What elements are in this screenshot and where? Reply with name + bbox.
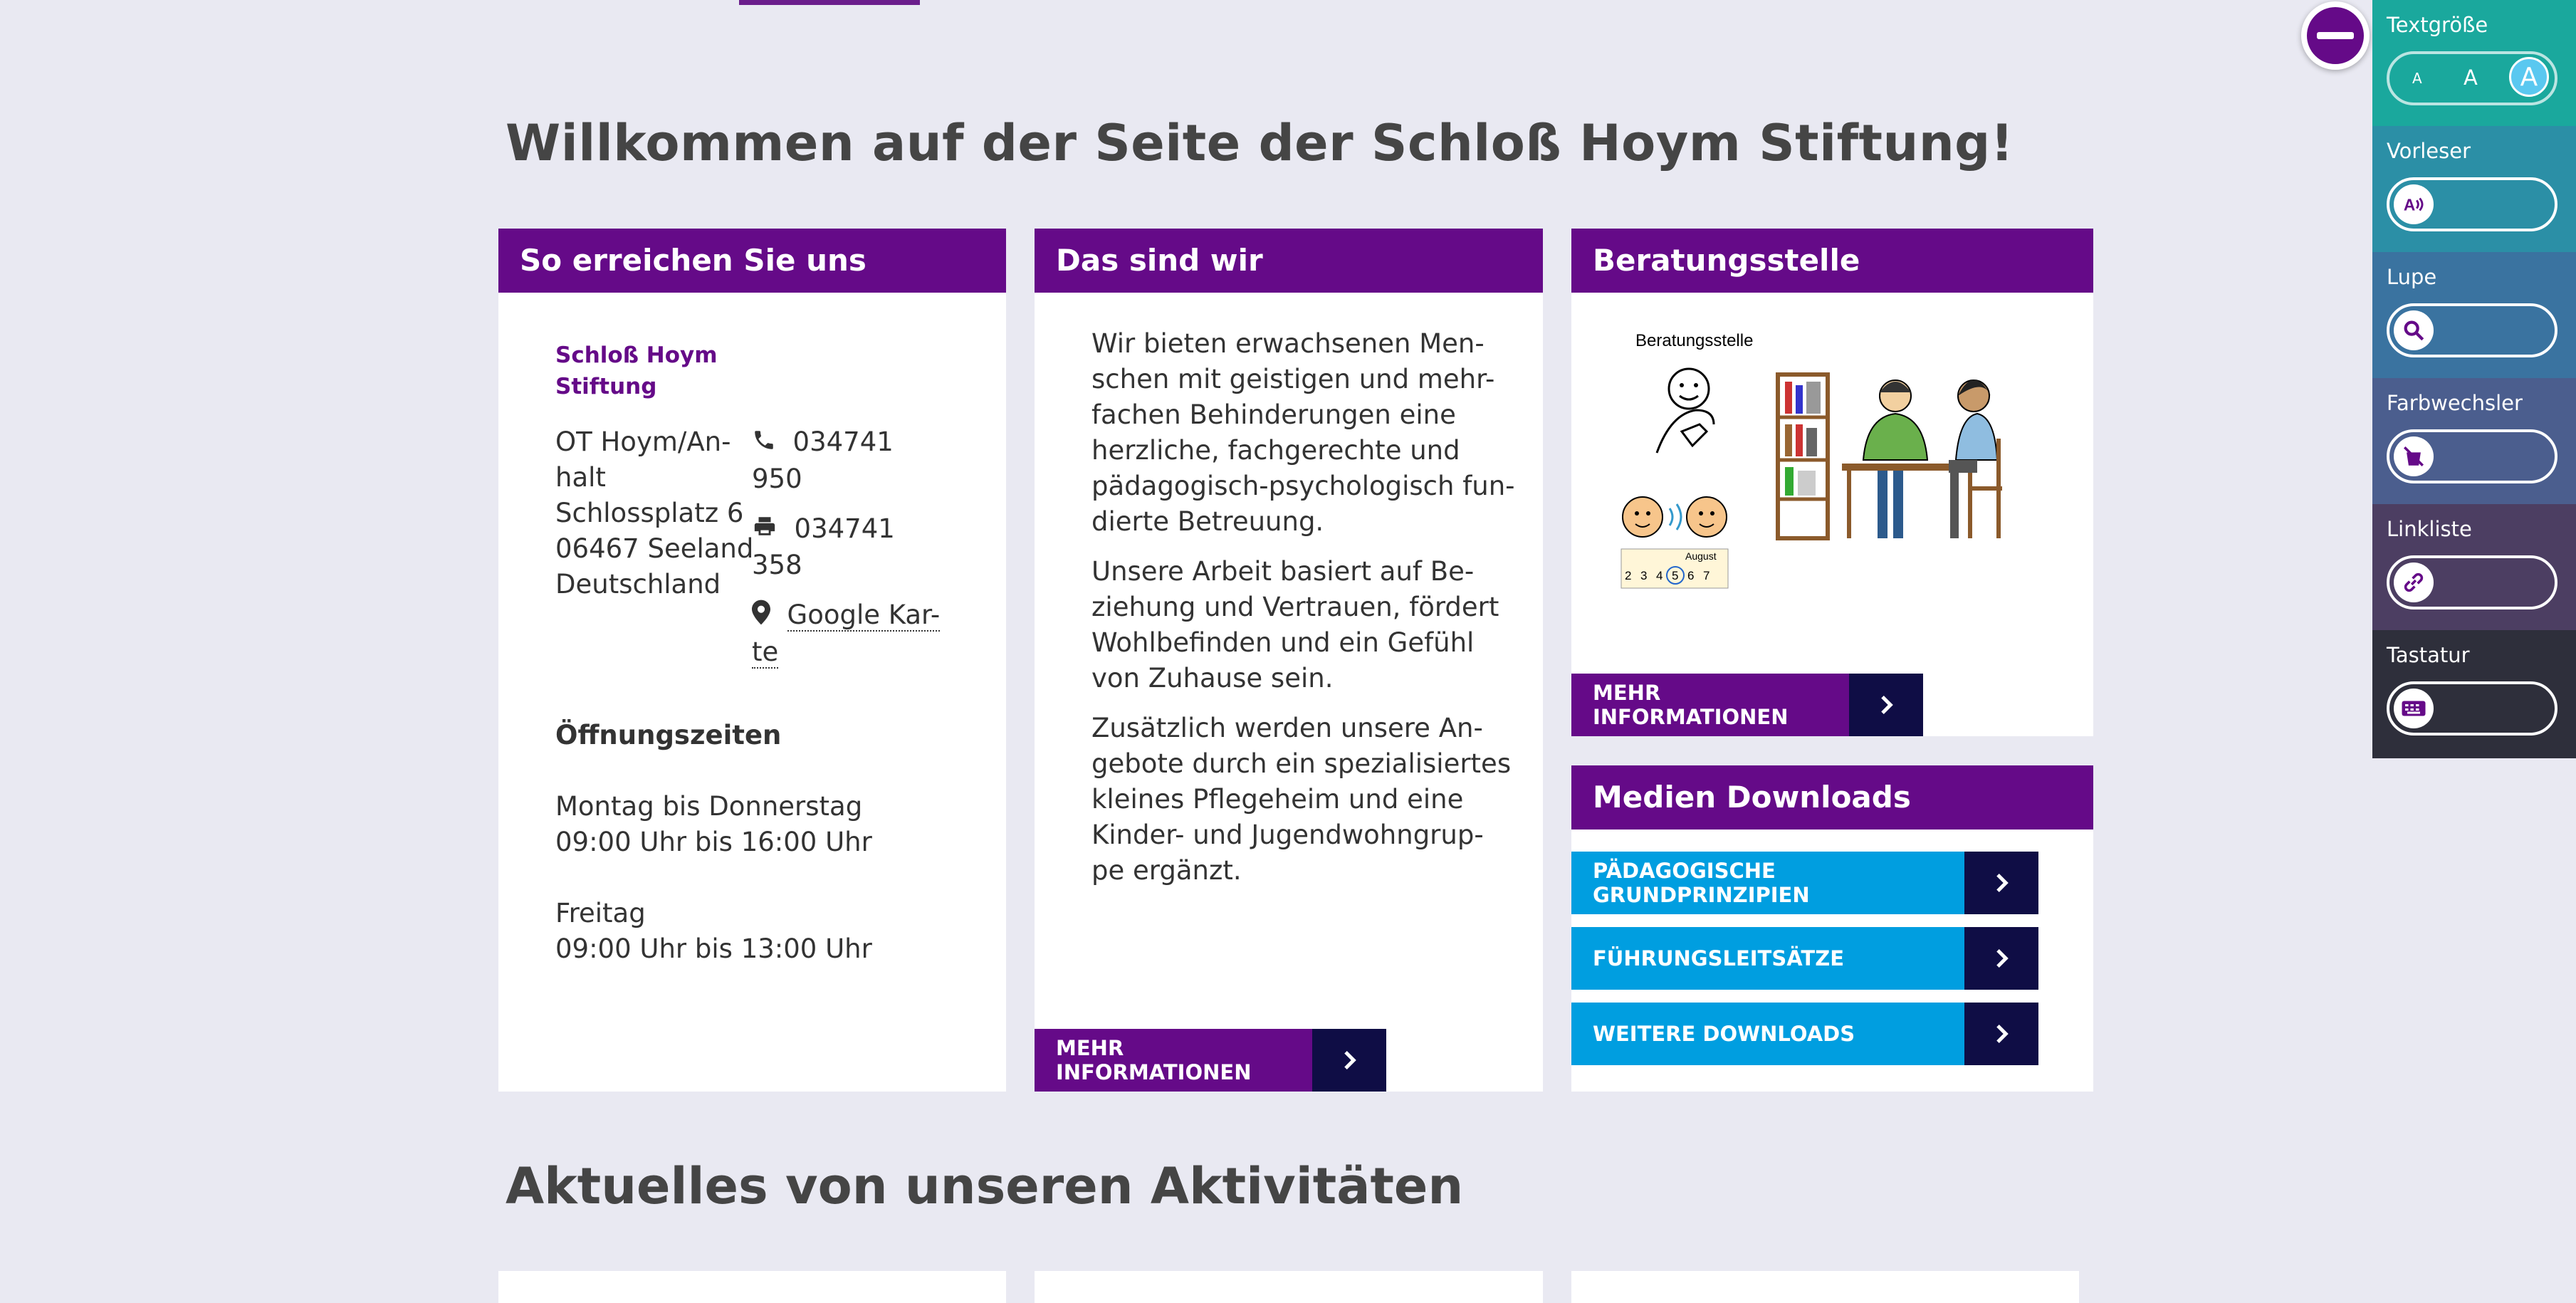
svg-text:3: 3 [1640,569,1648,582]
color-switcher-section [2372,378,2576,504]
chevron-right-icon [1964,852,2038,914]
about-paragraph: Zusätzlich werden unsere An- gebote durch ein spezialisiertes kleines Pflegeheim und eine Kinder- und Jugendwohngrup- pe ergänzt. [1091,713,1512,886]
contact-card-header: So erreichen Sie uns [498,229,1006,293]
reader-label: Vorleser [2387,139,2471,163]
svg-text:5: 5 [1672,569,1679,582]
hours-line: 09:00 Uhr bis 13:00 Uhr [555,933,872,964]
text-size-medium[interactable]: A [2464,66,2478,90]
text-size-control [2387,51,2557,105]
svg-text:August: August [1685,550,1717,562]
keyboard-icon [2394,689,2434,728]
phone-number-2: 950 [752,463,802,494]
collapse-accessibility-button[interactable] [2301,1,2370,70]
about-paragraph: Unsere Arbeit basiert auf Be- ziehung und Vertrauen, fördert Wohlbefinden und ein Gefühl von Zuhause sein. [1091,556,1499,694]
download-weitere-downloads[interactable]: WEITERE DOWNLOADS [1571,1003,2038,1065]
speaker-icon [2394,184,2434,224]
chevron-right-icon [1964,927,2038,990]
activity-card[interactable] [1035,1271,1543,1303]
map-marker-icon [752,599,770,634]
accessibility-panel [2372,0,2576,758]
hours-line: 09:00 Uhr bis 16:00 Uhr [555,827,872,857]
fax-number: 034741 [794,513,895,544]
phone-number: 034741 [792,427,894,457]
counseling-card [1571,229,2093,736]
about-paragraph: Wir bieten erwachsenen Men- schen mit geistigen und mehr- fachen Behinderungen eine herzliche, fachgerechte und pädagogisch-psychologisch fun- dierte Betreuung. [1091,328,1515,537]
fax-number-2: 358 [752,550,802,580]
address-line: 06467 Seeland [555,533,754,564]
hours-line: Freitag [555,898,646,928]
keyboard-toggle[interactable] [2387,681,2557,736]
keyboard-label: Tastatur [2387,643,2470,667]
paint-bucket-icon [2394,436,2434,476]
svg-text:Beratungsstelle: Beratungsstelle [1635,331,1754,350]
address-line: halt [555,462,606,493]
download-fuehrungsleitsaetze[interactable]: FÜHRUNGSLEITSÄTZE [1571,927,2038,990]
keyboard-section [2372,630,2576,758]
color-switcher-label: Farbwechsler [2387,391,2523,415]
hours-line: Montag bis Donnerstag [555,791,863,822]
google-map-link[interactable]: Google Kar- te [752,600,941,667]
address-line: Deutschland [555,569,721,600]
chevron-right-icon [1312,1029,1386,1092]
svg-text:4: 4 [1656,569,1663,582]
about-more-button[interactable]: MEHR INFORMATIONEN [1035,1029,1386,1092]
activity-card[interactable] [1571,1271,2079,1303]
contact-card [498,229,1006,1092]
hours-title: Öffnungszeiten [555,720,782,750]
counseling-more-button[interactable]: MEHR INFORMATIONEN [1571,674,1923,736]
activities-title: Aktuelles von unseren Aktivitäten [506,1157,1464,1215]
printer-icon [752,512,777,548]
link-icon [2394,562,2434,602]
org-name: Schloß Hoym [555,342,718,368]
address-line: OT Hoym/An- [555,427,731,457]
phone-icon [752,426,776,461]
address-line: Schlossplatz 6 [555,498,744,528]
activity-card[interactable] [498,1271,1006,1303]
magnifier-section [2372,252,2576,378]
text-size-section [2372,0,2576,126]
reader-toggle[interactable] [2387,177,2557,231]
chevron-right-icon [1964,1003,2038,1065]
svg-text:2: 2 [1625,569,1632,582]
svg-text:A: A [2403,195,2416,214]
text-size-small[interactable]: A [2412,70,2422,87]
about-card-header: Das sind wir [1035,229,1543,293]
about-card [1035,229,1543,1092]
magnifier-toggle[interactable] [2387,303,2557,357]
link-list-toggle[interactable] [2387,555,2557,609]
active-nav-indicator [739,0,920,5]
chevron-right-icon [1849,674,1923,736]
magnifier-label: Lupe [2387,265,2437,289]
text-size-large[interactable]: A [2509,57,2549,97]
page-title: Willkommen auf der Seite der Schloß Hoym Stiftung! [506,114,2014,172]
svg-text:6: 6 [1687,569,1695,582]
search-icon [2394,310,2434,350]
downloads-card-header: Medien Downloads [1571,765,2093,830]
link-list-label: Linkliste [2387,517,2472,541]
minus-icon [2307,7,2364,64]
downloads-card [1571,765,2093,1092]
text-size-label: Textgröße [2387,13,2488,37]
link-list-section [2372,504,2576,630]
org-name-2: Stiftung [555,374,657,399]
counseling-illustration [1614,325,2027,602]
download-paedagogische-grundprinzipien[interactable]: PÄDAGOGISCHE GRUNDPRINZIPIEN [1571,852,2038,914]
counseling-card-header: Beratungsstelle [1571,229,2093,293]
color-switcher-toggle[interactable] [2387,429,2557,483]
svg-text:7: 7 [1703,569,1710,582]
reader-section [2372,126,2576,252]
